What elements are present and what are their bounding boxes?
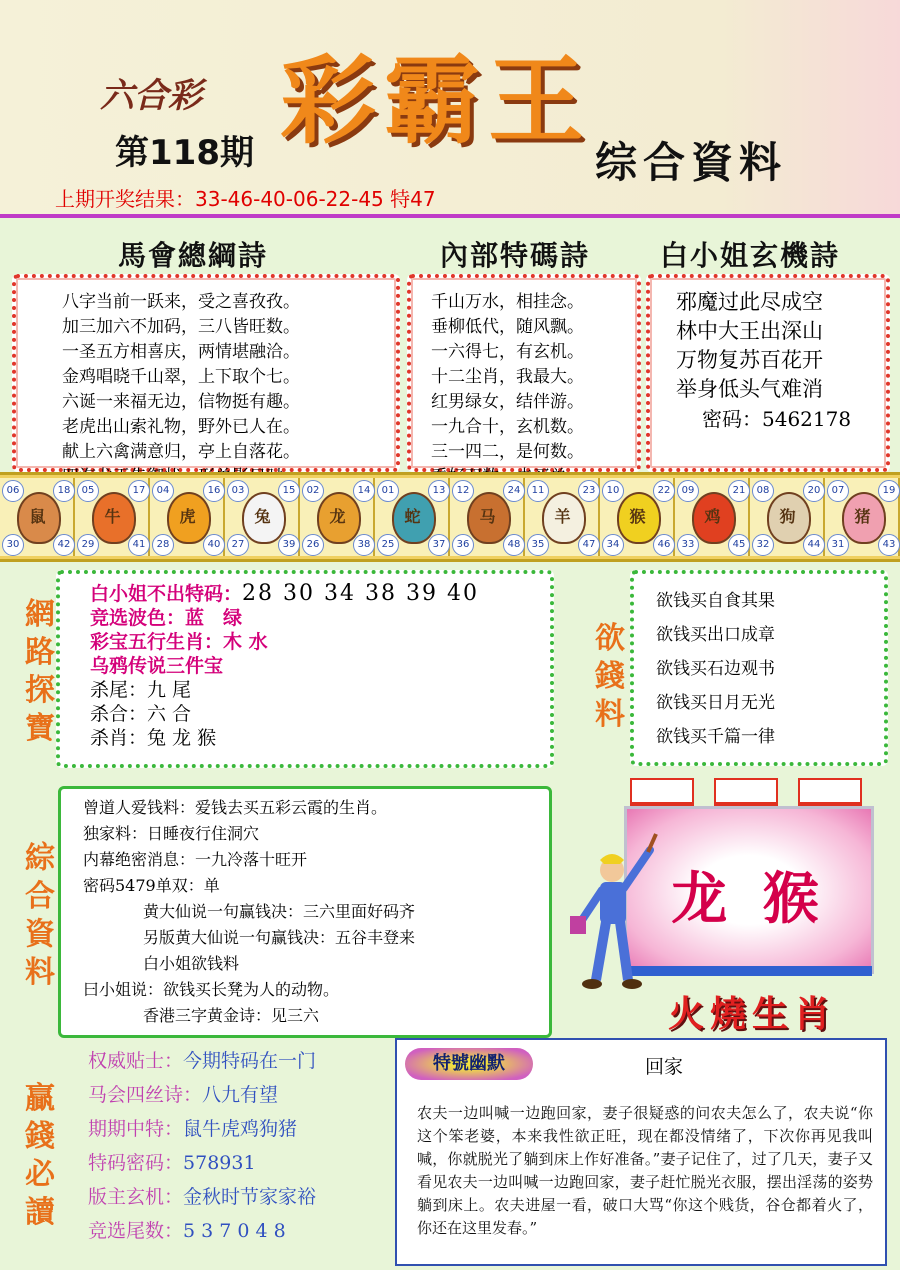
general-line: 内幕绝密消息：一九冷落十旺开	[83, 850, 308, 869]
poem-left-line: 加三加六不加码，三八皆旺数。	[62, 317, 300, 337]
poem-mid-line: 十二尘肖，我最大。	[431, 367, 584, 387]
win-label-char: 錢	[25, 1119, 55, 1154]
zodiac-cell	[375, 478, 450, 556]
zodiac-number: 16	[203, 480, 225, 502]
poem-mid-lines	[411, 278, 637, 490]
win-row	[88, 1044, 316, 1078]
win-row-value: 金秋时节家家裕	[183, 1186, 317, 1208]
general-line: 黄大仙说一句赢钱决：三六里面好码齐	[143, 902, 416, 921]
money-line: 欲钱买自食其果	[656, 591, 775, 611]
general-label-char: 合	[25, 879, 55, 914]
zodiac-number: 45	[728, 534, 750, 556]
poem-left-line: 八字当前一跃来，受之喜孜孜。	[62, 292, 300, 312]
poem-box-mid	[407, 274, 641, 472]
poem-right-lines	[650, 278, 886, 404]
general-line: 白小姐欲钱料	[143, 954, 240, 973]
zodiac-name: 兔	[254, 507, 271, 526]
billboard-lamp-2	[714, 778, 778, 808]
win-label-char: 必	[25, 1157, 55, 1192]
zodiac-number: 23	[578, 480, 600, 502]
poem-mid-line: 千山万水，相挂念。	[431, 292, 584, 312]
zodiac-number: 48	[503, 534, 525, 556]
poem-left-line: 一圣五方相喜庆，两情堪融洽。	[62, 342, 300, 362]
poem-title-left: 馬會總綱詩	[118, 239, 269, 272]
poem-mid-line: 垂柳低代，随风飘。	[431, 317, 584, 337]
zodiac-number: 20	[803, 480, 825, 502]
zodiac-name: 猪	[854, 507, 871, 526]
zodiac-cell	[525, 478, 600, 556]
joke-box	[395, 1038, 887, 1266]
general-label-char: 料	[25, 955, 55, 990]
win-row	[88, 1146, 316, 1180]
header-divider	[0, 214, 900, 218]
poem-right-code: 密码：5462178	[702, 407, 852, 431]
zodiac-number: 19	[878, 480, 900, 502]
billboard	[624, 806, 874, 974]
zodiac-number: 42	[53, 534, 75, 556]
billboard-lamp-3	[798, 778, 862, 808]
zodiac-number: 25	[377, 534, 399, 556]
win-row-key: 竞选尾数：	[88, 1220, 184, 1242]
zodiac-number: 40	[203, 534, 225, 556]
network-label-char: 探	[25, 673, 55, 708]
money-label-char: 欲	[595, 621, 625, 656]
poem-mid-line: 一六得七，有玄机。	[431, 342, 584, 362]
general-line: 另版黄大仙说一句赢钱决：五谷丰登来	[143, 928, 416, 947]
zodiac-number: 46	[653, 534, 675, 556]
zodiac-number: 11	[527, 480, 549, 502]
zodiac-name: 龙	[329, 507, 346, 526]
zodiac-number: 37	[428, 534, 450, 556]
poem-box-right	[646, 274, 890, 472]
win-row-key: 马会四丝诗：	[88, 1084, 203, 1106]
money-label	[590, 620, 630, 734]
zodiac-cell	[675, 478, 750, 556]
crow-legend: 乌鸦传说三件宝	[90, 655, 224, 677]
zodiac-number: 36	[452, 534, 474, 556]
zodiac-number: 05	[77, 480, 99, 502]
zodiac-number: 17	[128, 480, 150, 502]
poem-right-line: 邪魔过此尽成空	[676, 290, 823, 314]
general-line: 曾道人爱钱料：爱钱去买五彩云霞的生肖。	[83, 798, 388, 817]
poem-mid-line: 一九合十，玄机数。	[431, 417, 584, 437]
poem-left-lines	[16, 278, 396, 490]
general-line: 曰小姐说：欲钱买长凳为人的动物。	[83, 980, 340, 999]
zodiac-name: 羊	[554, 507, 571, 526]
zodiac-number: 21	[728, 480, 750, 502]
zodiac-number: 14	[353, 480, 375, 502]
zodiac-name: 蛇	[404, 507, 421, 526]
zodiac-cell	[150, 478, 225, 556]
win-row	[88, 1214, 316, 1248]
last-result: 上期开奖结果：33-46-40-06-22-45 特47	[55, 187, 436, 211]
no-special-value: 28 30 34 38 39 40	[242, 581, 479, 606]
zodiac-cell	[750, 478, 825, 556]
zodiac-number: 18	[53, 480, 75, 502]
poem-mid-line: 三一四二，是何数。	[431, 442, 584, 462]
wuxing: 彩宝五行生肖：木 水	[90, 631, 268, 653]
zodiac-number: 02	[302, 480, 324, 502]
money-line: 欲钱买日月无光	[656, 693, 775, 713]
poem-right-line: 举身低头气难消	[676, 377, 823, 401]
zodiac-name: 鸡	[704, 507, 721, 526]
zodiac-number: 31	[827, 534, 849, 556]
zodiac-number: 08	[752, 480, 774, 502]
general-line: 香港三字黄金诗：见三六	[143, 1006, 320, 1025]
kill-he: 杀合：六 合	[90, 703, 192, 725]
no-special-label: 白小姐不出特码：	[90, 583, 243, 605]
zodiac-number: 30	[2, 534, 24, 556]
zodiac-name: 牛	[104, 507, 121, 526]
poem-left-line: 献上六禽满意归，亭上自落花。	[62, 442, 300, 462]
zodiac-number: 35	[527, 534, 549, 556]
win-row-value: 今期特码在一门	[183, 1050, 317, 1072]
zodiac-number: 43	[878, 534, 900, 556]
poem-left-line: 金鸡唱晓千山翠，上下取个七。	[62, 367, 300, 387]
zodiac-name: 狗	[779, 507, 796, 526]
zodiac-number: 13	[428, 480, 450, 502]
zodiac-cell	[300, 478, 375, 556]
poem-left-line: 老虎出山索礼物，野外已人在。	[62, 417, 300, 437]
win-row	[88, 1112, 316, 1146]
poem-mid-line: 红男绿女，结伴游。	[431, 392, 584, 412]
zodiac-strip	[0, 472, 900, 562]
painter-figure	[560, 830, 660, 1000]
poem-right-line: 林中大王出深山	[676, 319, 823, 343]
money-lines	[634, 574, 884, 754]
general-line: 密码5479单双：单	[83, 876, 220, 895]
zodiac-number: 47	[578, 534, 600, 556]
zodiac-cell	[825, 478, 900, 556]
network-label-char: 路	[25, 635, 55, 670]
poem-left-line: 六诞一来福无边，信物挺有趣。	[62, 392, 300, 412]
zodiac-cell	[450, 478, 525, 556]
zodiac-name: 猴	[629, 507, 646, 526]
money-label-char: 錢	[595, 659, 625, 694]
general-box	[58, 786, 552, 1038]
billboard-lamp-1	[630, 778, 694, 808]
network-label-char: 寶	[25, 711, 55, 746]
zodiac-number: 22	[653, 480, 675, 502]
zodiac-number: 10	[602, 480, 624, 502]
zodiac-number: 07	[827, 480, 849, 502]
billboard-base	[624, 966, 872, 976]
brand-logo: 彩霸王	[280, 44, 592, 157]
win-label	[20, 1080, 60, 1232]
zodiac-number: 32	[752, 534, 774, 556]
win-label-char: 讀	[25, 1195, 55, 1230]
zodiac-number: 27	[227, 534, 249, 556]
billboard-text: 龙 猴	[671, 866, 827, 932]
zodiac-name: 马	[479, 507, 496, 526]
zodiac-number: 12	[452, 480, 474, 502]
zodiac-number: 26	[302, 534, 324, 556]
zodiac-number: 38	[353, 534, 375, 556]
joke-body: 农夫一边叫喊一边跑回家，妻子很疑惑的问农夫怎么了，农夫说“你这个笨老婆，本来我性欲正旺，现在都没情绪了，下次你再见我叫喊，你就脱光了躺到床上作好准备。”妻子记住了，过了几天，妻子又看见农夫一边叫喊一边跑回家，妻子赶忙脱光衣服，摆出淫荡的姿势躺到床上。农夫进屋一看，破口大骂“你这个贱货，谷仓都着火了，你还在这里发春。”	[417, 1104, 873, 1237]
zodiac-number: 03	[227, 480, 249, 502]
win-row-value: 5 3 7 0 4 8	[183, 1220, 286, 1242]
money-box	[630, 570, 888, 766]
zodiac-number: 29	[77, 534, 99, 556]
zodiac-number: 41	[128, 534, 150, 556]
general-lines	[61, 789, 549, 1029]
zodiac-number: 34	[602, 534, 624, 556]
win-row-value: 八九有望	[202, 1084, 279, 1106]
general-label-char: 綜	[25, 841, 55, 876]
zodiac-cell	[75, 478, 150, 556]
win-label-char: 贏	[25, 1081, 55, 1116]
win-row-value: 578931	[183, 1152, 256, 1174]
win-row-key: 期期中特：	[88, 1118, 184, 1140]
general-line: 独家料：日睡夜行住洞穴	[83, 824, 260, 843]
poem-box-left	[12, 274, 400, 472]
lhc-title: 六合彩	[100, 76, 202, 116]
zodiac-number: 33	[677, 534, 699, 556]
zodiac-number: 06	[2, 480, 24, 502]
zodiac-number: 15	[278, 480, 300, 502]
win-row-key: 版主玄机：	[88, 1186, 184, 1208]
zodiac-number: 28	[152, 534, 174, 556]
kill-xiao: 杀肖：兔 龙 猴	[90, 727, 217, 749]
zodiac-name: 鼠	[29, 507, 46, 526]
zodiac-number: 01	[377, 480, 399, 502]
money-label-char: 料	[595, 697, 625, 732]
joke-badge: 特號幽默	[405, 1048, 533, 1080]
poem-title-mid: 內部特碼詩	[440, 239, 591, 272]
billboard-caption: 火燒生肖	[668, 993, 837, 1035]
win-row	[88, 1078, 316, 1112]
general-label	[20, 840, 60, 992]
poem-right-line: 万物复苏百花开	[676, 348, 823, 372]
issue-number: 第118期	[115, 133, 254, 173]
general-label-char: 資	[25, 917, 55, 952]
zodiac-cell	[225, 478, 300, 556]
poem-title-right: 白小姐玄機詩	[660, 239, 841, 272]
kill-tail: 杀尾：九 尾	[90, 679, 192, 701]
zodiac-number: 44	[803, 534, 825, 556]
win-row-key: 特码密码：	[88, 1152, 184, 1174]
win-row	[88, 1180, 316, 1214]
network-label-char: 網	[25, 597, 55, 632]
wave-color: 竞选波色：蓝 绿	[90, 607, 243, 629]
network-box	[56, 570, 554, 768]
money-line: 欲钱买千篇一律	[656, 727, 775, 747]
zodiac-number: 39	[278, 534, 300, 556]
money-line: 欲钱买石边观书	[656, 659, 775, 679]
zodiac-number: 04	[152, 480, 174, 502]
zodiac-number: 24	[503, 480, 525, 502]
win-row-value: 鼠牛虎鸡狗猪	[183, 1118, 298, 1140]
network-label	[20, 596, 60, 748]
win-rows	[88, 1044, 316, 1248]
zodiac-cell	[0, 478, 75, 556]
zodiac-name: 虎	[179, 507, 196, 526]
zodiac-number: 09	[677, 480, 699, 502]
zodiac-cell	[600, 478, 675, 556]
win-row-key: 权威贴士：	[88, 1050, 184, 1072]
subtitle: 综合資料	[595, 138, 788, 187]
joke-title: 回家	[645, 1056, 684, 1078]
money-line: 欲钱买出口成章	[656, 625, 775, 645]
